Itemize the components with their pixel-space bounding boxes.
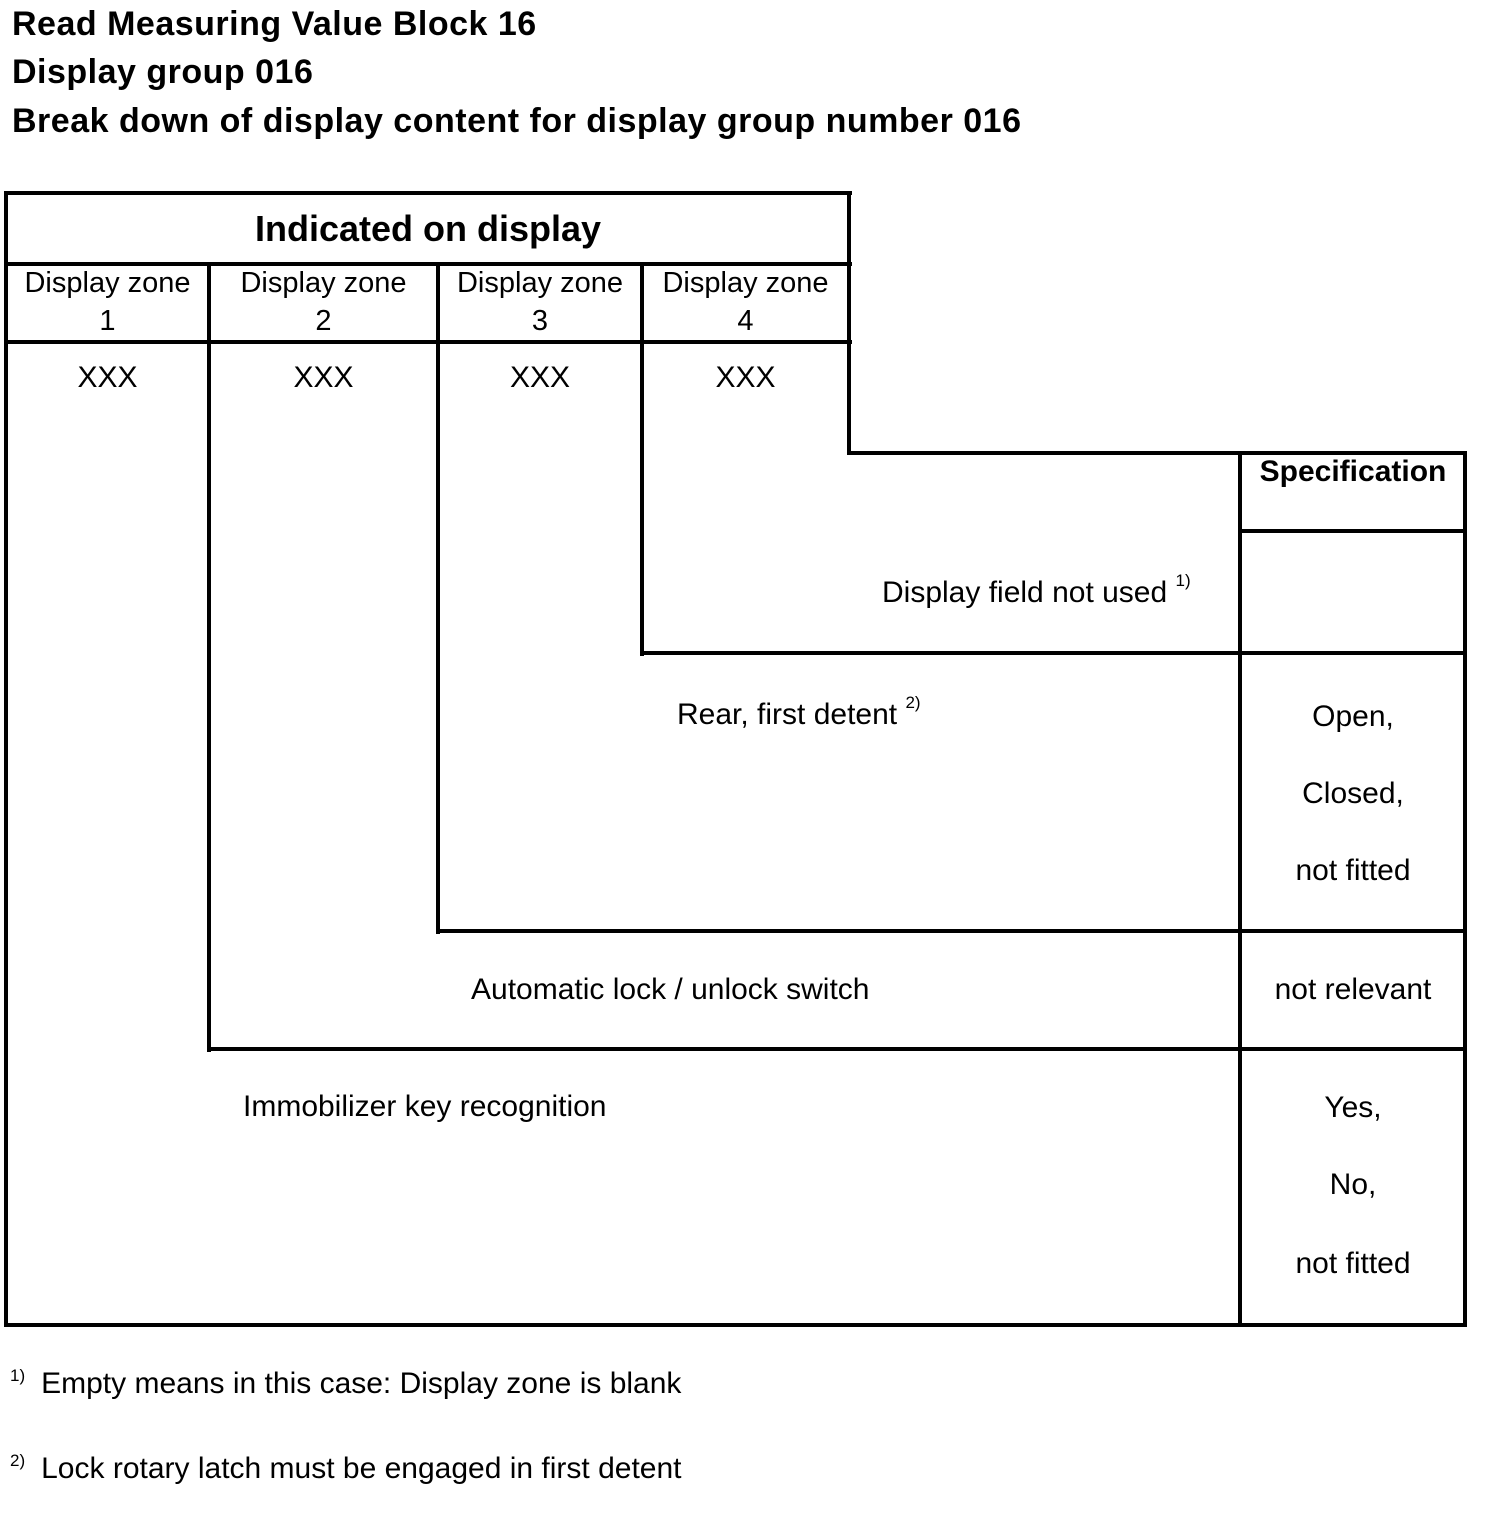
specification-value: not relevant <box>1274 973 1432 1006</box>
zone-label: Display zone <box>662 267 829 299</box>
page-title: Read Measuring Value Block 16 <box>12 5 537 43</box>
row-description-zone1: Immobilizer key recognition <box>243 1090 607 1123</box>
zone-number: 2 <box>315 305 332 337</box>
row-description-zone2: Automatic lock / unlock switch <box>471 973 870 1006</box>
specification-value: Open, <box>1312 700 1394 733</box>
table-line <box>436 929 1467 933</box>
footnote-text: Empty means in this case: Display zone is blank <box>41 1367 682 1400</box>
zone-label: Display zone <box>24 267 191 299</box>
zone-number: 1 <box>99 305 116 337</box>
specification-value: not fitted <box>1295 854 1411 887</box>
row-description-text: Display field not used <box>882 576 1168 609</box>
footnote-text: Lock rotary latch must be engaged in first detent <box>41 1452 682 1485</box>
zone-label: Display zone <box>456 267 624 299</box>
table-line <box>4 1323 1467 1327</box>
specification-header: Specification <box>1259 455 1447 488</box>
breakdown-title: Break down of display content for display group number 016 <box>12 102 1022 140</box>
display-group-title: Display group 016 <box>12 53 314 91</box>
zone-value-1: XXX <box>77 361 138 394</box>
table-header: Indicated on display <box>254 208 602 249</box>
specification-value: No, <box>1329 1168 1377 1201</box>
zone-label: Display zone <box>240 267 407 299</box>
table-line <box>4 340 852 344</box>
zone-value-3: XXX <box>509 361 571 394</box>
footnote-marker: 2) <box>10 1451 26 1470</box>
zone-value-4: XXX <box>715 361 776 394</box>
specification-value: not fitted <box>1295 1247 1411 1280</box>
zone-number: 3 <box>531 305 549 337</box>
zone-header-2 <box>211 264 436 340</box>
zone-header-4 <box>644 264 847 340</box>
zone-value-2: XXX <box>293 361 354 394</box>
row-description-text: Rear, first detent <box>677 698 898 731</box>
table-line <box>640 651 1467 655</box>
zone-header-1 <box>8 264 207 340</box>
footnote-2 <box>10 1451 681 1491</box>
specification-value: Closed, <box>1302 777 1404 810</box>
footnote-marker: 1) <box>10 1366 26 1385</box>
table-line <box>4 191 852 195</box>
zone-number: 4 <box>737 305 754 337</box>
footnote-1 <box>10 1366 681 1406</box>
row-description-zone4 <box>882 571 1191 611</box>
row-description-zone3 <box>677 693 921 733</box>
specification-value: Yes, <box>1324 1091 1382 1124</box>
footnote-ref: 1) <box>1175 571 1191 590</box>
zone-header-3 <box>440 264 640 340</box>
footnote-ref: 2) <box>905 693 921 712</box>
table-line <box>1238 529 1467 533</box>
table-line <box>207 1047 1467 1051</box>
